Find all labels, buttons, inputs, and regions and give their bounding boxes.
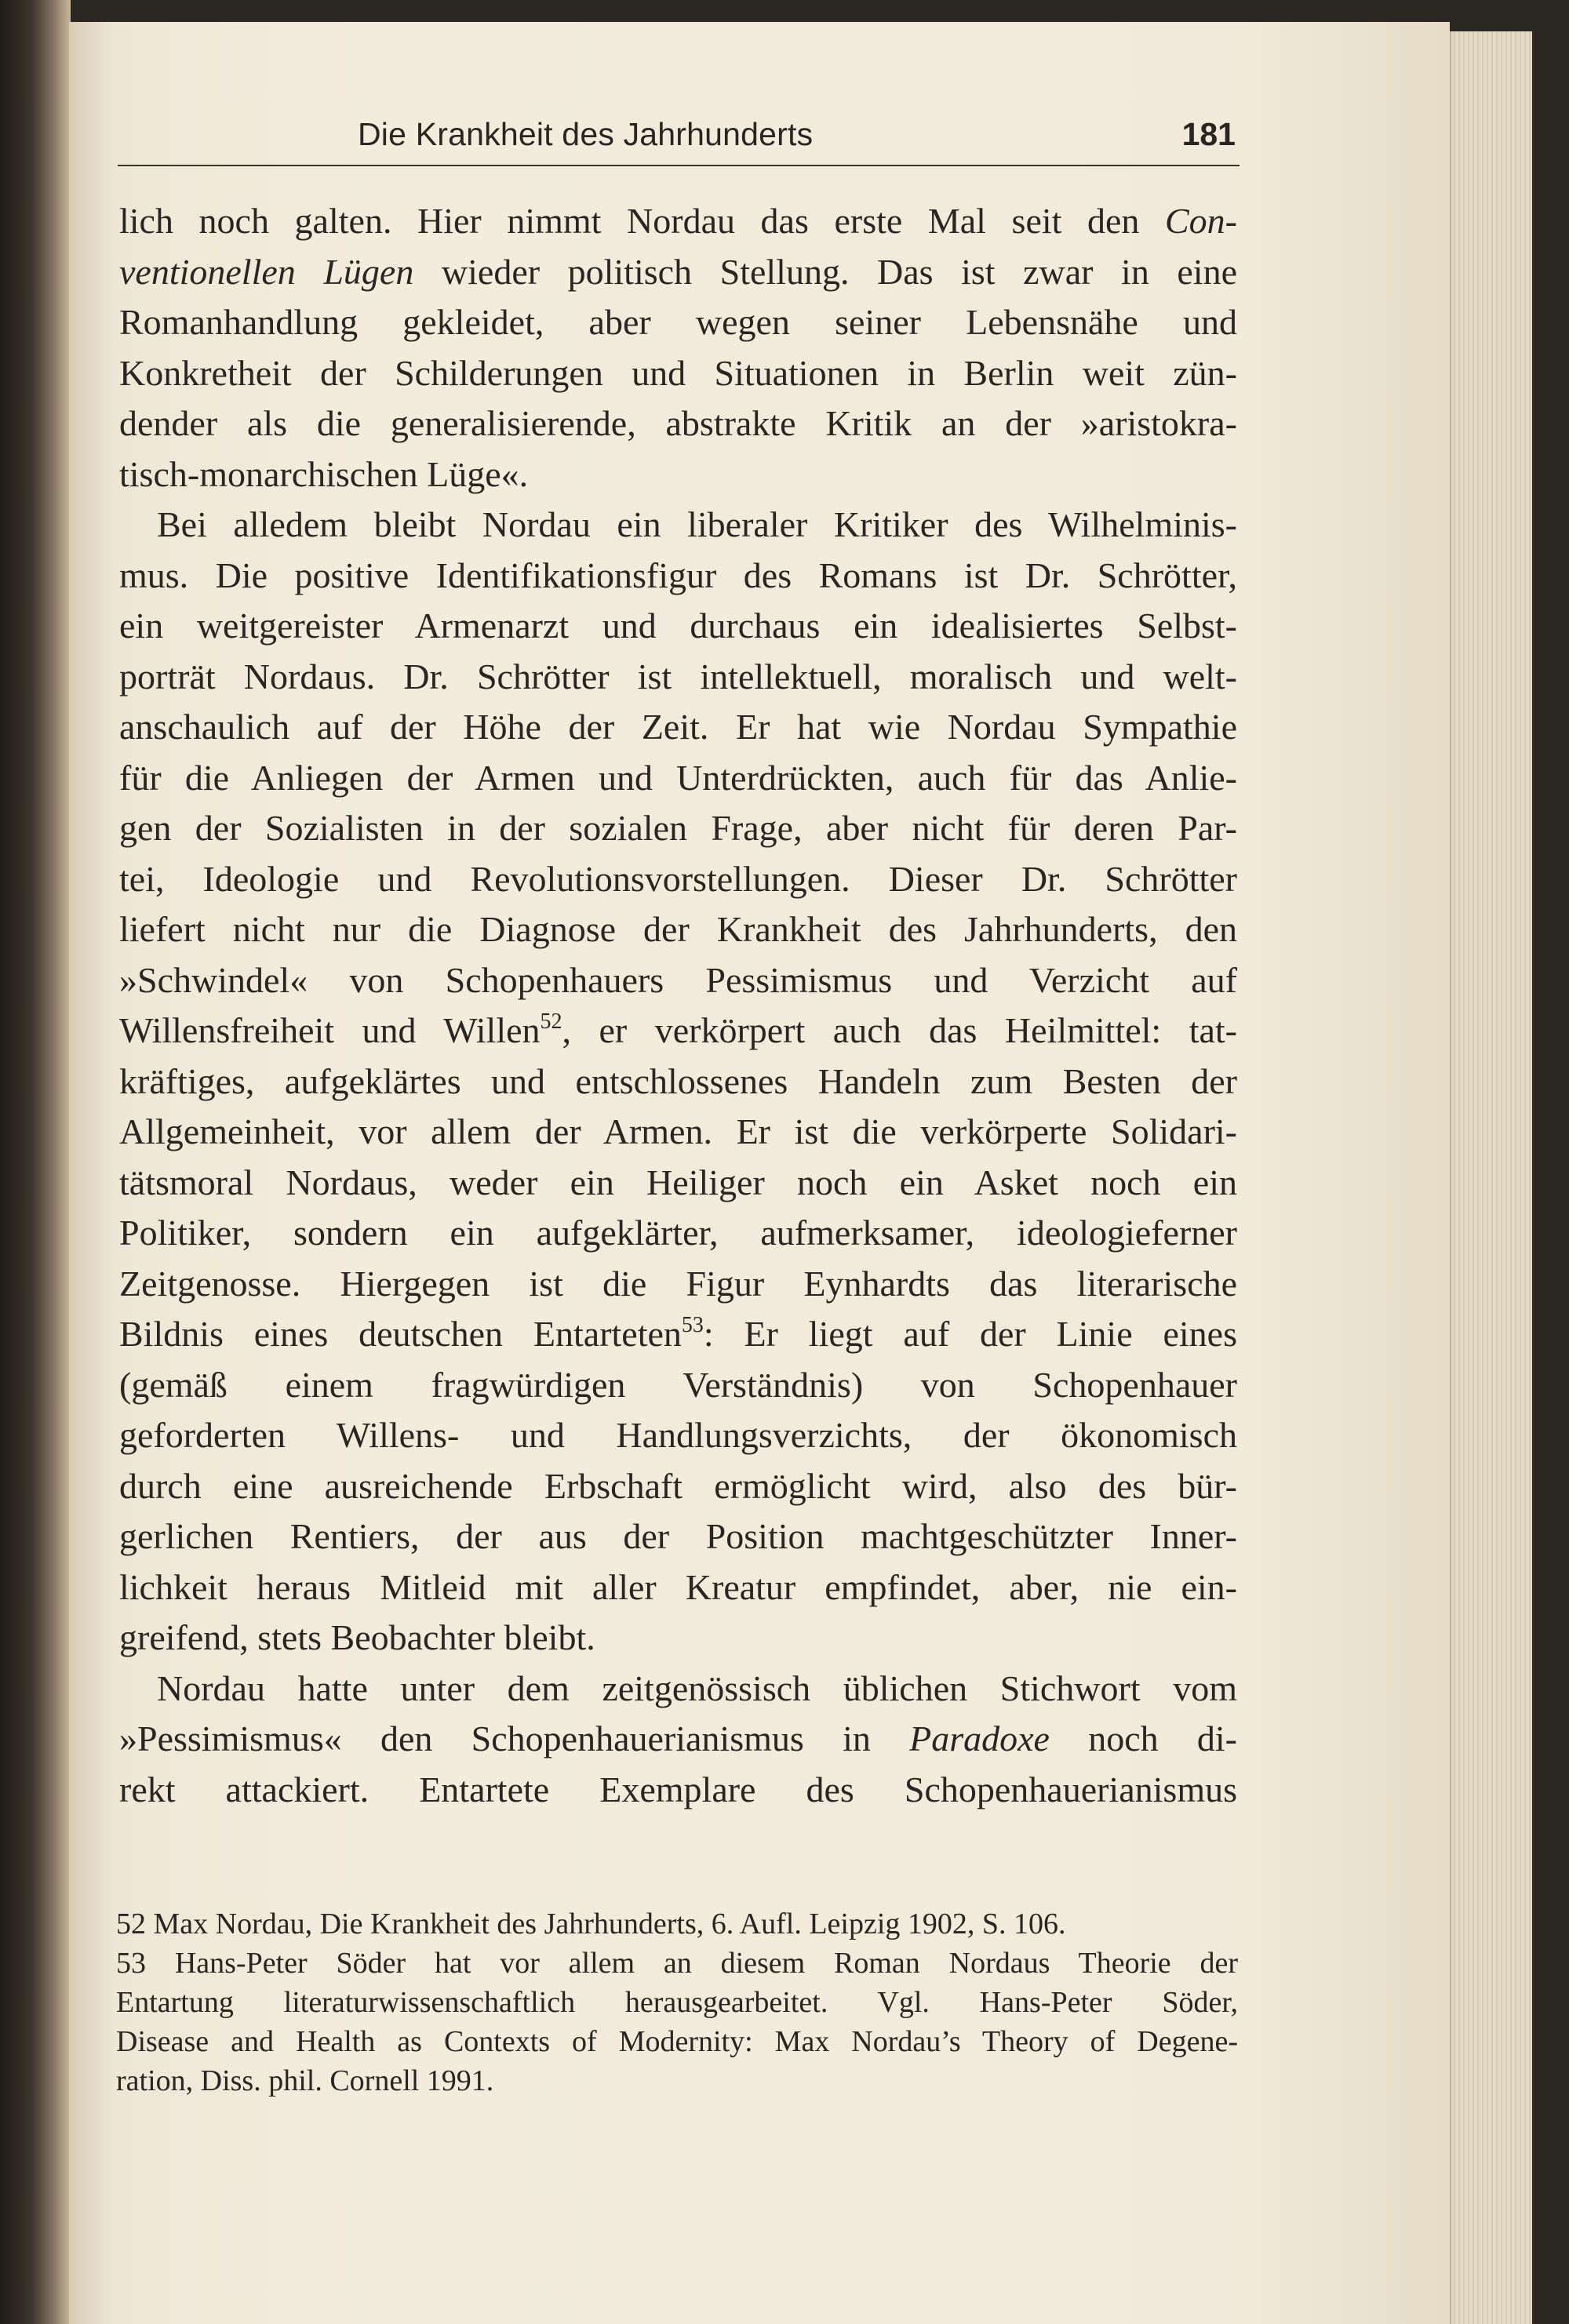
main-text	[119, 196, 1237, 1815]
text-line: lich noch galten. Hier nimmt Nordau das erste Mal seit den Con-	[119, 201, 1237, 241]
footnote-line: Disease and Health as Contexts of Modernity: Max Nordau’s Theory of Degene-	[116, 2025, 1238, 2058]
text-line: Willensfreiheit und Willen$^{52}$, er verkörpert auch das Heilmittel: tat-	[119, 1009, 1237, 1050]
text-line: geforderten Willens- und Handlungsverzichts, der ökonomisch	[119, 1415, 1237, 1455]
text-line: »Schwindel« von Schopenhauers Pessimismus und Verzicht auf	[119, 959, 1237, 1000]
footnote-ref: 52	[540, 1009, 562, 1034]
footnote-ref: 53	[681, 1313, 704, 1337]
text-line: Nordau hatte unter dem zeitgenössisch üblichen Stichwort vom	[157, 1668, 1237, 1708]
scan-border	[1532, 0, 1569, 2324]
page-edges	[1450, 31, 1534, 2324]
text-line: Bei alledem bleibt Nordau ein liberaler Kritiker des Wilhelminis-	[157, 504, 1237, 544]
text-line: Romanhandlung gekleidet, aber wegen seiner Lebensnähe und	[119, 302, 1237, 342]
text-line: gen der Sozialisten in der sozialen Frage, aber nicht für deren Par-	[119, 808, 1237, 848]
text-line: »Pessimismus« den Schopenhauerianismus in Paradoxe noch di-	[119, 1718, 1237, 1758]
text-line: greifend, stets Beobachter bleibt.	[119, 1617, 595, 1657]
text-line: Konkretheit der Schilderungen und Situationen in Berlin weit zün-	[119, 352, 1237, 393]
text-line: (gemäß einem fragwürdigen Verständnis) von Schopenhauer	[119, 1364, 1237, 1405]
text-line: ein weitgereister Armenarzt und durchaus ein idealisiertes Selbst-	[119, 606, 1237, 646]
text-line: ventionellen Lügen wieder politisch Stellung. Das ist zwar in eine	[119, 251, 1238, 292]
page-number: 181	[1181, 116, 1236, 152]
running-header	[118, 116, 1240, 166]
footnote-line: ration, Diss. phil. Cornell 1991.	[116, 2064, 494, 2097]
text-line: Politiker, sondern ein aufgeklärter, aufmerksamer, ideologieferner	[119, 1213, 1237, 1253]
text-line: Bildnis eines deutschen Entarteten$^{53}$: Er liegt auf der Linie eines	[119, 1313, 1237, 1354]
text-line: porträt Nordaus. Dr. Schrötter ist intellektuell, moralisch und welt-	[119, 656, 1237, 696]
text-line: mus. Die positive Identifikationsfigur des Romans ist Dr. Schrötter,	[119, 555, 1237, 595]
text-line: für die Anliegen der Armen und Unterdrückten, auch für das Anlie-	[119, 757, 1237, 798]
text-line: tei, Ideologie und Revolutionsvorstellungen. Dieser Dr. Schrötter	[119, 858, 1237, 899]
text-line: lichkeit heraus Mitleid mit aller Kreatur empfindet, aber, nie ein-	[119, 1566, 1237, 1607]
text-line: durch eine ausreichende Erbschaft ermöglicht wird, also des bür-	[119, 1465, 1237, 1506]
footnote-line: Entartung literaturwissenschaftlich herausgearbeitet. Vgl. Hans-Peter Söder,	[116, 1986, 1238, 2019]
text-line: liefert nicht nur die Diagnose der Krankheit des Jahrhunderts, den	[119, 909, 1237, 949]
text-line: gerlichen Rentiers, der aus der Position machtgeschützter Inner-	[119, 1516, 1237, 1556]
text-line: Allgemeinheit, vor allem der Armen. Er ist die verkörperte Solidari-	[119, 1111, 1237, 1151]
text-line: kräftiges, aufgeklärtes und entschlossenes Handeln zum Besten der	[119, 1060, 1237, 1101]
book-spine-shadow	[0, 0, 71, 2324]
text-line: anschaulich auf der Höhe der Zeit. Er hat wie Nordau Sympathie	[119, 707, 1237, 747]
text-line: dender als die generalisierende, abstrakte Kritik an der »aristokra-	[119, 403, 1237, 443]
text-line: tisch-monarchischen Lüge«.	[119, 453, 529, 494]
running-title: Die Krankheit des Jahrhunderts	[358, 116, 814, 152]
text-line: rekt attackiert. Entartete Exemplare des Schopenhauerianismus	[119, 1769, 1237, 1809]
footnote-53: 53 Hans-Peter Söder hat vor allem an diesem Roman Nordaus Theorie der	[116, 1947, 1239, 1980]
footnotes	[116, 1904, 1238, 2100]
footnote-52: 52 Max Nordau, Die Krankheit des Jahrhunderts, 6. Aufl. Leipzig 1902, S. 106.	[116, 1908, 1066, 1940]
text-line: Zeitgenosse. Hiergegen ist die Figur Eynhardts das literarische	[119, 1263, 1237, 1304]
text-line: tätsmoral Nordaus, weder ein Heiliger noch ein Asket noch ein	[119, 1162, 1237, 1202]
